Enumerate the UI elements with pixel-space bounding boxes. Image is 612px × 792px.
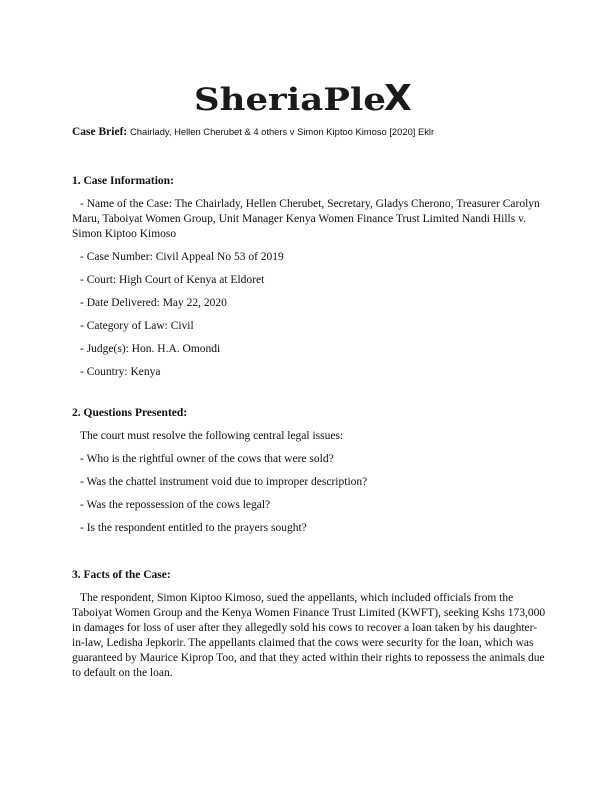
question-item: - Who is the rightful owner of the cows that were sold? <box>80 453 334 465</box>
question-item: - Was the repossession of the cows legal? <box>80 499 271 511</box>
logo-graphic <box>190 76 422 120</box>
judges-item: - Judge(s): Hon. H.A. Omondi <box>80 343 221 355</box>
facts-body: The respondent, Simon Kiptoo Kimoso, sued the appellants, which included officials from the Taboiyat Women Group and the Kenya Women Finance Trust Limited (KWFT), seeking Kshs 173,000 in damages for loss of user after they allegedly sold his cows to recover a loan taken by his daughter-in-law, Ledisha Jepkorir. The appellants claimed that the cows were security for the loan, which was guaranteed by Maurice Kiprop Too, and that they acted within their rights to repossess the animals due to default on the loan. <box>72 592 546 679</box>
case-information-heading: 1. Case Information: <box>72 175 174 187</box>
questions-presented-section <box>72 406 548 536</box>
country-item: - Country: Kenya <box>80 366 161 378</box>
question-item: - Was the chattel instrument void due to improper description? <box>80 476 368 488</box>
logo-x-mark: X <box>384 78 412 119</box>
case-brief-line <box>72 126 552 138</box>
question-item: - Is the respondent entitled to the prayers sought? <box>80 522 307 534</box>
case-information-section <box>72 174 548 380</box>
date-delivered-item: - Date Delivered: May 22, 2020 <box>80 297 227 309</box>
questions-intro: The court must resolve the following central legal issues: <box>80 430 344 442</box>
case-number-item: - Case Number: Civil Appeal No 53 of 2019 <box>80 251 284 263</box>
court-item: - Court: High Court of Kenya at Eldoret <box>80 274 265 286</box>
sheriaplex-logo <box>0 76 612 120</box>
logo-wordmark: SheriaPle <box>194 82 386 118</box>
facts-of-the-case-section <box>72 568 548 681</box>
case-brief-title: Chairlady, Hellen Cherubet & 4 others v Simon Kiptoo Kimoso [2020] Eklr <box>130 126 435 137</box>
case-brief-label: Case Brief: <box>72 126 128 138</box>
facts-of-the-case-heading: 3. Facts of the Case: <box>72 569 171 581</box>
case-name-item: - Name of the Case: The Chairlady, Hellen Cherubet, Secretary, Gladys Cherono, Treasurer Carolyn Maru, Taboiyat Women Group, Unit Manager Kenya Women Finance Trust Limited Nandi Hills v. Simon Kiptoo Kimoso <box>72 198 540 240</box>
category-of-law-item: - Category of Law: Civil <box>80 320 194 332</box>
questions-presented-heading: 2. Questions Presented: <box>72 407 188 419</box>
